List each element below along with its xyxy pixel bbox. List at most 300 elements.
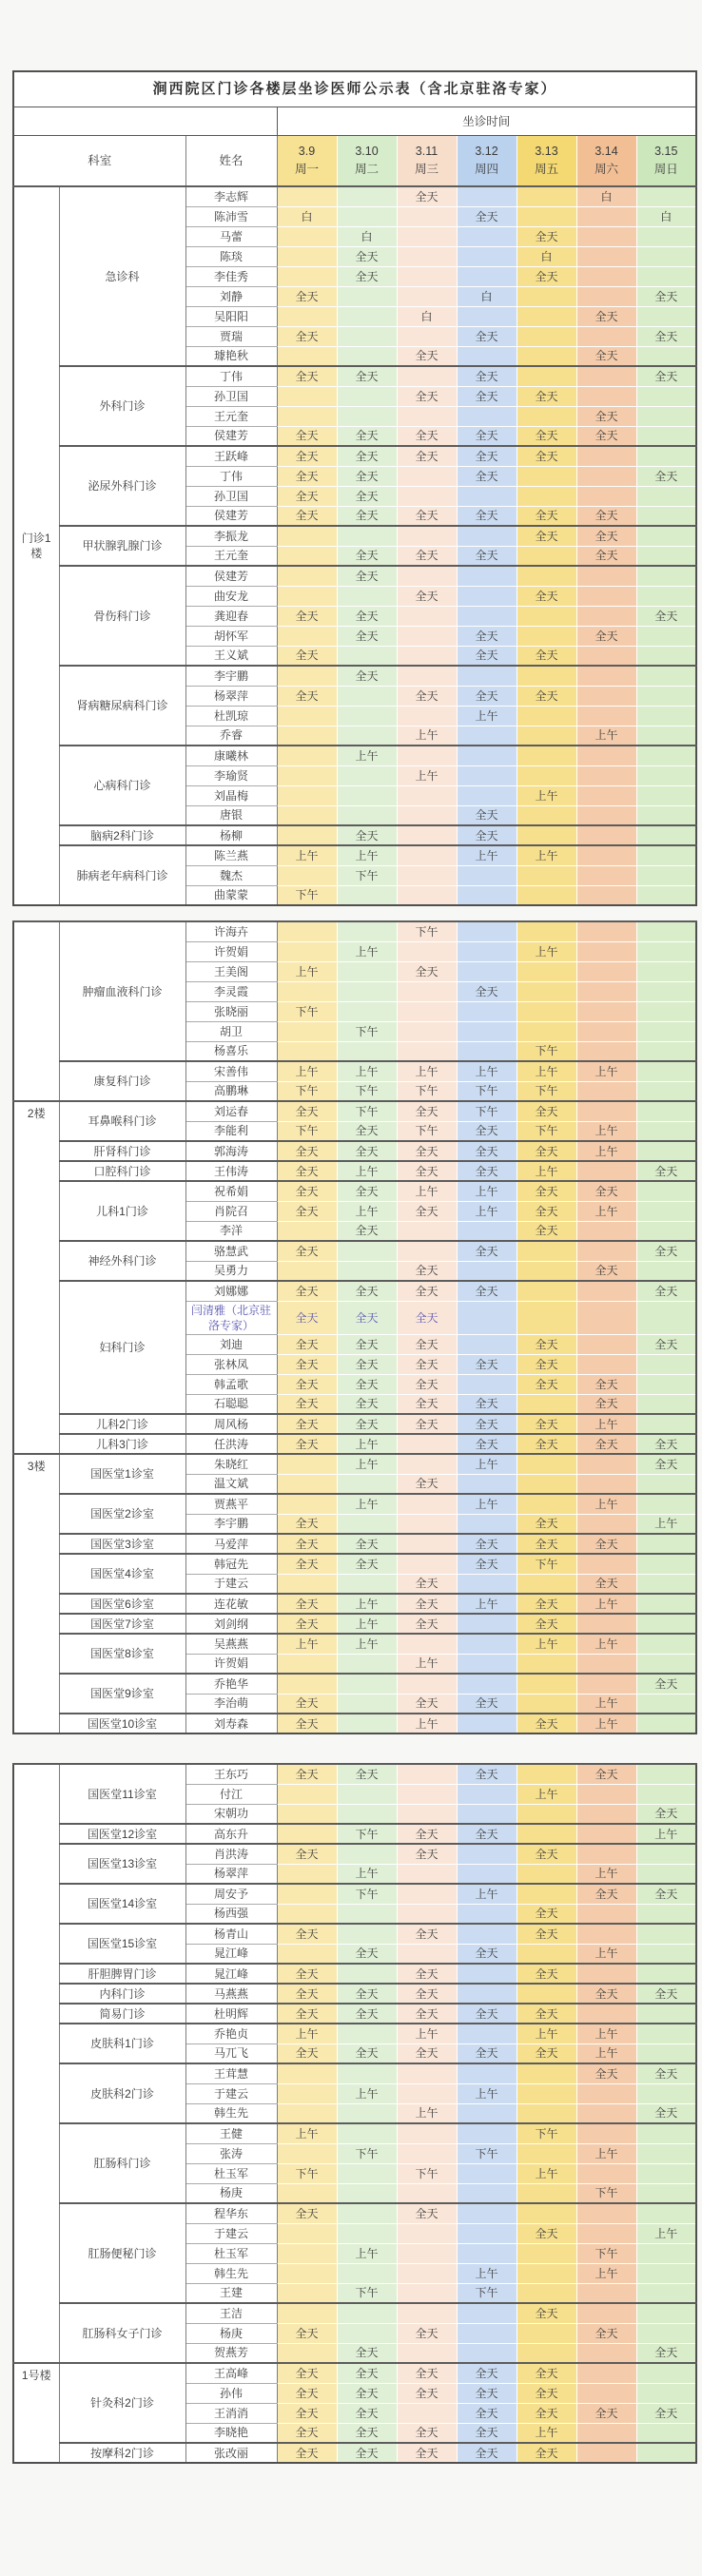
schedule-day-cell: [397, 1534, 457, 1554]
schedule-day-cell: [337, 1514, 397, 1534]
table-row: [13, 1714, 696, 1733]
schedule-day-cell: [636, 426, 696, 446]
day-header: [337, 136, 397, 187]
schedule-day-cell: [457, 186, 517, 206]
schedule-day-cell: [457, 2243, 517, 2263]
schedule-day-cell: [457, 266, 517, 286]
schedule-day-cell: 上午: [576, 1594, 636, 1614]
doctor-name-cell: 杨喜乐: [185, 1041, 277, 1061]
schedule-day-cell: 全天: [337, 1374, 397, 1394]
schedule-day-cell: 上午: [337, 1614, 397, 1634]
schedule-day-cell: 全天: [277, 1964, 337, 1984]
schedule-day-cell: 全天: [517, 2004, 576, 2024]
schedule-day-cell: [457, 1374, 517, 1394]
schedule-day-cell: [277, 2263, 337, 2283]
schedule-day-cell: [636, 1784, 696, 1804]
schedule-day-cell: 全天: [457, 1764, 517, 1784]
schedule-day-cell: 全天: [277, 1924, 337, 1944]
schedule-day-cell: [457, 1614, 517, 1634]
schedule-day-cell: 全天: [636, 2343, 696, 2363]
schedule-day-cell: [517, 406, 576, 426]
schedule-day-cell: [636, 1554, 696, 1574]
schedule-day-cell: [636, 1764, 696, 1784]
page-title: 涧西院区门诊各楼层坐诊医师公示表（含北京驻洛专家）: [13, 71, 696, 107]
schedule-table-section-2: [12, 920, 697, 1734]
schedule-day-cell: 白: [576, 186, 636, 206]
schedule-day-cell: 全天: [576, 2063, 636, 2083]
schedule-day-cell: [337, 765, 397, 785]
schedule-day-cell: [636, 2004, 696, 2024]
schedule-day-cell: 全天: [457, 446, 517, 466]
schedule-day-cell: [337, 386, 397, 406]
schedule-day-cell: [576, 1241, 636, 1261]
schedule-day-cell: [277, 1674, 337, 1694]
schedule-day-cell: 下午: [517, 1041, 576, 1061]
table-row: [13, 566, 696, 586]
dept-cell: 简易门诊: [59, 2004, 185, 2024]
schedule-day-cell: 上午: [337, 1864, 397, 1884]
schedule-day-cell: 下午: [337, 1884, 397, 1904]
schedule-day-cell: 全天: [457, 1414, 517, 1434]
schedule-day-cell: [636, 2043, 696, 2063]
schedule-day-cell: [457, 226, 517, 246]
schedule-day-cell: 上午: [457, 1181, 517, 1201]
schedule-day-cell: [576, 1654, 636, 1674]
doctor-name-cell: 宋朝功: [185, 1804, 277, 1824]
doctor-name-cell: 李宇鹏: [185, 1514, 277, 1534]
schedule-day-cell: [457, 2303, 517, 2323]
schedule-day-cell: [397, 1514, 457, 1534]
schedule-day-cell: [636, 1964, 696, 1984]
schedule-day-cell: 下午: [337, 1081, 397, 1101]
schedule-day-cell: [457, 765, 517, 785]
schedule-day-cell: [517, 306, 576, 326]
schedule-day-cell: 上午: [337, 845, 397, 865]
schedule-day-cell: 全天: [397, 2323, 457, 2343]
dept-cell: 国医堂14诊室: [59, 1884, 185, 1924]
schedule-day-cell: [397, 246, 457, 266]
schedule-day-cell: 上午: [517, 2423, 576, 2443]
schedule-day-cell: [337, 981, 397, 1001]
schedule-day-cell: [636, 2183, 696, 2203]
day-date: 3.9: [298, 145, 316, 158]
day-weekday: 周四: [474, 163, 498, 176]
schedule-day-cell: [277, 2243, 337, 2263]
schedule-day-cell: 下午: [277, 1081, 337, 1101]
schedule-day-cell: 上午: [636, 2223, 696, 2243]
schedule-day-cell: 全天: [517, 686, 576, 706]
schedule-day-cell: [397, 805, 457, 825]
schedule-day-cell: 全天: [277, 646, 337, 666]
schedule-table-section-3: [12, 1763, 697, 2464]
table-row: [13, 1964, 696, 1984]
schedule-day-cell: [636, 2423, 696, 2443]
table-row: [13, 446, 696, 466]
schedule-day-cell: [337, 1964, 397, 1984]
schedule-day-cell: 全天: [517, 2223, 576, 2243]
schedule-day-cell: 全天: [337, 546, 397, 566]
doctor-name-cell: 乔艳华: [185, 1674, 277, 1694]
schedule-day-cell: [457, 2103, 517, 2123]
schedule-day-cell: [277, 805, 337, 825]
schedule-day-cell: 全天: [517, 1414, 576, 1434]
schedule-day-cell: 全天: [337, 1534, 397, 1554]
schedule-day-cell: [277, 546, 337, 566]
schedule-day-cell: [636, 646, 696, 666]
schedule-day-cell: 上午: [397, 1181, 457, 1201]
schedule-day-cell: 全天: [337, 1141, 397, 1161]
schedule-day-cell: [517, 1984, 576, 2004]
day-header: [397, 136, 457, 187]
doctor-name-cell: 许贺娟: [185, 941, 277, 961]
schedule-day-cell: [576, 246, 636, 266]
schedule-day-cell: [397, 1634, 457, 1654]
schedule-day-cell: 全天: [277, 606, 337, 626]
schedule-day-cell: [277, 1944, 337, 1964]
schedule-day-cell: [576, 825, 636, 845]
schedule-day-cell: [397, 1021, 457, 1041]
schedule-day-cell: 全天: [397, 1694, 457, 1714]
schedule-day-cell: [457, 1221, 517, 1241]
dept-cell: 肛肠科女子门诊: [59, 2303, 185, 2363]
schedule-day-cell: [576, 666, 636, 686]
schedule-day-cell: [576, 326, 636, 346]
schedule-day-cell: 全天: [277, 1514, 337, 1534]
schedule-day-cell: 上午: [576, 1494, 636, 1514]
schedule-day-cell: 全天: [277, 1141, 337, 1161]
schedule-day-cell: [397, 626, 457, 646]
schedule-day-cell: [636, 2203, 696, 2223]
schedule-day-cell: [636, 1414, 696, 1434]
schedule-day-cell: [636, 226, 696, 246]
doctor-name-cell: 晁江峰: [185, 1944, 277, 1964]
schedule-day-cell: 全天: [397, 446, 457, 466]
schedule-day-cell: 上午: [397, 1061, 457, 1081]
schedule-day-cell: [337, 1784, 397, 1804]
doctor-name-cell: 侯建芳: [185, 506, 277, 526]
dept-cell: 国医堂9诊室: [59, 1674, 185, 1714]
schedule-day-cell: [517, 1281, 576, 1301]
schedule-day-cell: [457, 2024, 517, 2043]
schedule-day-cell: 全天: [277, 1554, 337, 1574]
doctor-name-cell: 高鹏琳: [185, 1081, 277, 1101]
schedule-day-cell: 全天: [397, 1261, 457, 1281]
doctor-name-cell: 侯建芳: [185, 426, 277, 446]
schedule-day-cell: 全天: [457, 326, 517, 346]
schedule-day-cell: [517, 546, 576, 566]
schedule-day-cell: 全天: [457, 426, 517, 446]
schedule-day-cell: [457, 1964, 517, 1984]
dept-cell: 甲状腺乳腺门诊: [59, 526, 185, 566]
schedule-day-cell: [457, 306, 517, 326]
dept-cell: 脑病2科门诊: [59, 825, 185, 845]
schedule-day-cell: 白: [397, 306, 457, 326]
schedule-day-cell: [397, 2223, 457, 2243]
schedule-day-cell: 全天: [457, 1281, 517, 1301]
schedule-day-cell: 全天: [337, 486, 397, 506]
schedule-day-cell: 上午: [576, 1694, 636, 1714]
doctor-name-cell: 王东巧: [185, 1764, 277, 1784]
schedule-day-cell: 全天: [397, 2423, 457, 2443]
table-row: [13, 1141, 696, 1161]
schedule-day-cell: 全天: [397, 186, 457, 206]
schedule-day-cell: 全天: [337, 566, 397, 586]
schedule-day-cell: [576, 206, 636, 226]
schedule-day-cell: [277, 1041, 337, 1061]
schedule-day-cell: [636, 266, 696, 286]
doctor-name-cell: 朱晓红: [185, 1454, 277, 1474]
schedule-day-cell: 全天: [397, 1614, 457, 1634]
schedule-day-cell: [277, 785, 337, 805]
schedule-day-cell: [337, 2163, 397, 2183]
schedule-day-cell: [397, 2083, 457, 2103]
schedule-day-cell: 全天: [337, 1121, 397, 1141]
schedule-day-cell: [397, 406, 457, 426]
schedule-day-cell: [636, 2163, 696, 2183]
schedule-day-cell: [337, 186, 397, 206]
schedule-day-cell: [517, 1824, 576, 1844]
dept-cell: 肾病糖尿病科门诊: [59, 666, 185, 746]
schedule-day-cell: 全天: [277, 1764, 337, 1784]
schedule-day-cell: 全天: [576, 306, 636, 326]
floor-cell: 2楼: [13, 1101, 59, 1454]
doctor-name-cell: 王健: [185, 2123, 277, 2143]
table-row: [13, 1844, 696, 1864]
schedule-day-cell: [397, 1944, 457, 1964]
schedule-day-cell: 全天: [397, 1301, 457, 1334]
schedule-day-cell: 全天: [517, 1201, 576, 1221]
schedule-day-cell: 全天: [517, 1924, 576, 1944]
schedule-day-cell: 下午: [457, 2143, 517, 2163]
schedule-day-cell: 全天: [277, 446, 337, 466]
day-date: 3.11: [415, 145, 439, 158]
schedule-day-cell: [457, 885, 517, 905]
dept-cell: 国医堂10诊室: [59, 1714, 185, 1733]
schedule-day-cell: [337, 1241, 397, 1261]
schedule-day-cell: [636, 1081, 696, 1101]
schedule-day-cell: 全天: [277, 286, 337, 306]
dept-cell: 国医堂3诊室: [59, 1534, 185, 1554]
schedule-day-cell: [397, 326, 457, 346]
doctor-name-cell: 高东升: [185, 1824, 277, 1844]
schedule-day-cell: [576, 286, 636, 306]
schedule-day-cell: 全天: [576, 1884, 636, 1904]
schedule-day-cell: 上午: [636, 1514, 696, 1534]
schedule-day-cell: [277, 1824, 337, 1844]
floor-cell: 门诊1楼: [13, 186, 59, 905]
schedule-day-cell: 下午: [337, 2143, 397, 2163]
schedule-day-cell: 全天: [337, 2403, 397, 2423]
schedule-day-cell: [576, 1334, 636, 1354]
schedule-day-cell: 上午: [457, 1454, 517, 1474]
schedule-day-cell: 上午: [277, 961, 337, 981]
schedule-day-cell: [517, 981, 576, 1001]
schedule-day-cell: [636, 785, 696, 805]
schedule-day-cell: [576, 446, 636, 466]
schedule-day-cell: [457, 2123, 517, 2143]
schedule-day-cell: [397, 606, 457, 626]
schedule-day-cell: [636, 446, 696, 466]
schedule-day-cell: 全天: [337, 2043, 397, 2063]
schedule-day-cell: 上午: [337, 1634, 397, 1654]
schedule-day-cell: 上午: [397, 1654, 457, 1674]
schedule-day-cell: [636, 626, 696, 646]
schedule-day-cell: [277, 1494, 337, 1514]
doctor-name-cell: 周安予: [185, 1884, 277, 1904]
schedule-day-cell: 上午: [277, 1634, 337, 1654]
schedule-day-cell: 全天: [337, 446, 397, 466]
schedule-day-cell: [576, 1674, 636, 1694]
schedule-day-cell: [277, 746, 337, 765]
schedule-day-cell: 全天: [457, 506, 517, 526]
schedule-day-cell: [636, 526, 696, 546]
schedule-day-cell: [397, 526, 457, 546]
schedule-day-cell: [517, 1241, 576, 1261]
schedule-day-cell: [576, 226, 636, 246]
dept-cell: 针灸科2门诊: [59, 2363, 185, 2443]
schedule-day-cell: [576, 1354, 636, 1374]
dept-cell: 按摩科2门诊: [59, 2443, 185, 2463]
schedule-day-cell: [457, 2183, 517, 2203]
schedule-day-cell: [397, 1454, 457, 1474]
doctor-name-cell: 刘晶梅: [185, 785, 277, 805]
schedule-day-cell: [457, 2223, 517, 2243]
schedule-day-cell: 全天: [517, 2363, 576, 2383]
table-row: [13, 2004, 696, 2024]
schedule-day-cell: [636, 1654, 696, 1674]
dept-cell: 泌尿外科门诊: [59, 446, 185, 526]
schedule-day-cell: [457, 1001, 517, 1021]
doctor-name-cell: 于建云: [185, 2223, 277, 2243]
schedule-day-cell: 全天: [576, 426, 636, 446]
table-row: [13, 2363, 696, 2383]
schedule-day-cell: 全天: [397, 506, 457, 526]
schedule-day-cell: [636, 2143, 696, 2163]
schedule-day-cell: 上午: [576, 1944, 636, 1964]
schedule-day-cell: [636, 1141, 696, 1161]
day-date: 3.12: [475, 145, 498, 158]
schedule-day-cell: [636, 546, 696, 566]
day-weekday: 周日: [653, 163, 678, 176]
schedule-day-cell: 全天: [576, 1374, 636, 1394]
schedule-day-cell: 全天: [277, 2203, 337, 2223]
schedule-day-cell: 上午: [337, 1061, 397, 1081]
schedule-day-cell: [517, 2063, 576, 2083]
doctor-name-cell: 康曦林: [185, 746, 277, 765]
schedule-day-cell: [517, 1884, 576, 1904]
schedule-day-cell: [517, 706, 576, 726]
schedule-day-cell: 上午: [517, 1784, 576, 1804]
schedule-day-cell: 全天: [277, 1394, 337, 1414]
schedule-day-cell: [517, 486, 576, 506]
doctor-name-cell: 宋善伟: [185, 1061, 277, 1081]
schedule-day-cell: 全天: [636, 466, 696, 486]
schedule-day-cell: 全天: [576, 1181, 636, 1201]
schedule-day-cell: [397, 1041, 457, 1061]
doctor-name-cell: 郭海涛: [185, 1141, 277, 1161]
schedule-day-cell: [576, 765, 636, 785]
schedule-day-cell: 全天: [457, 1161, 517, 1181]
schedule-day-cell: 全天: [397, 2203, 457, 2223]
schedule-day-cell: [457, 1574, 517, 1594]
schedule-day-cell: 全天: [636, 2063, 696, 2083]
schedule-day-cell: 全天: [517, 2403, 576, 2423]
schedule-day-cell: [636, 406, 696, 426]
table-row: [13, 1161, 696, 1181]
schedule-day-cell: [277, 1784, 337, 1804]
day-header: [277, 136, 337, 187]
schedule-day-cell: [277, 2143, 337, 2163]
schedule-day-cell: [517, 2083, 576, 2103]
schedule-day-cell: [517, 1864, 576, 1884]
schedule-day-cell: 全天: [397, 2443, 457, 2463]
schedule-day-cell: [277, 626, 337, 646]
schedule-day-cell: [457, 921, 517, 941]
schedule-day-cell: [277, 1021, 337, 1041]
schedule-day-cell: 白: [277, 206, 337, 226]
doctor-name-cell: 杜凯琼: [185, 706, 277, 726]
schedule-day-cell: [337, 2263, 397, 2283]
schedule-day-cell: [457, 526, 517, 546]
doctor-name-cell: 张涛: [185, 2143, 277, 2163]
schedule-day-cell: [277, 526, 337, 546]
schedule-day-cell: 全天: [397, 1474, 457, 1494]
schedule-day-cell: 全天: [517, 506, 576, 526]
doctor-name-cell: 王茸慧: [185, 2063, 277, 2083]
schedule-day-cell: [576, 1161, 636, 1181]
schedule-day-cell: [576, 1514, 636, 1534]
schedule-day-cell: 全天: [457, 2443, 517, 2463]
schedule-day-cell: [397, 2143, 457, 2163]
table-row: [13, 1824, 696, 1844]
schedule-day-cell: [277, 941, 337, 961]
doctor-name-cell: 李晓艳: [185, 2423, 277, 2443]
schedule-day-cell: 全天: [277, 1241, 337, 1261]
day-weekday: 周一: [294, 163, 319, 176]
doctor-name-cell: 石聪聪: [185, 1394, 277, 1414]
schedule-day-cell: [397, 785, 457, 805]
schedule-day-cell: [636, 1694, 696, 1714]
table-row: [13, 1101, 696, 1121]
schedule-day-cell: 全天: [457, 2403, 517, 2423]
schedule-day-cell: 全天: [576, 1764, 636, 1784]
schedule-day-cell: 上午: [457, 1201, 517, 1221]
table-row: [13, 1494, 696, 1514]
schedule-day-cell: [277, 765, 337, 785]
table-row: [13, 1764, 696, 1784]
doctor-name-cell: 于建云: [185, 1574, 277, 1594]
doctor-name-cell: 李宇鹏: [185, 666, 277, 686]
schedule-day-cell: 全天: [576, 526, 636, 546]
doctor-name-cell: 王洁: [185, 2303, 277, 2323]
schedule-day-cell: 下午: [277, 1001, 337, 1021]
dept-cell: 皮肤科2门诊: [59, 2063, 185, 2123]
doctor-name-cell: 李佳秀: [185, 266, 277, 286]
schedule-day-cell: [636, 2243, 696, 2263]
schedule-day-cell: [517, 885, 576, 905]
doctor-name-cell: 乔艳贞: [185, 2024, 277, 2043]
schedule-day-cell: 全天: [397, 1394, 457, 1414]
schedule-day-cell: 全天: [397, 2043, 457, 2063]
schedule-day-cell: [457, 1984, 517, 2004]
schedule-day-cell: 上午: [576, 1864, 636, 1884]
schedule-day-cell: 全天: [277, 1354, 337, 1374]
schedule-day-cell: 上午: [337, 1594, 397, 1614]
doctor-name-cell: 贾瑞: [185, 326, 277, 346]
schedule-day-cell: [337, 1474, 397, 1494]
schedule-day-cell: [636, 506, 696, 526]
schedule-day-cell: 上午: [337, 2243, 397, 2263]
